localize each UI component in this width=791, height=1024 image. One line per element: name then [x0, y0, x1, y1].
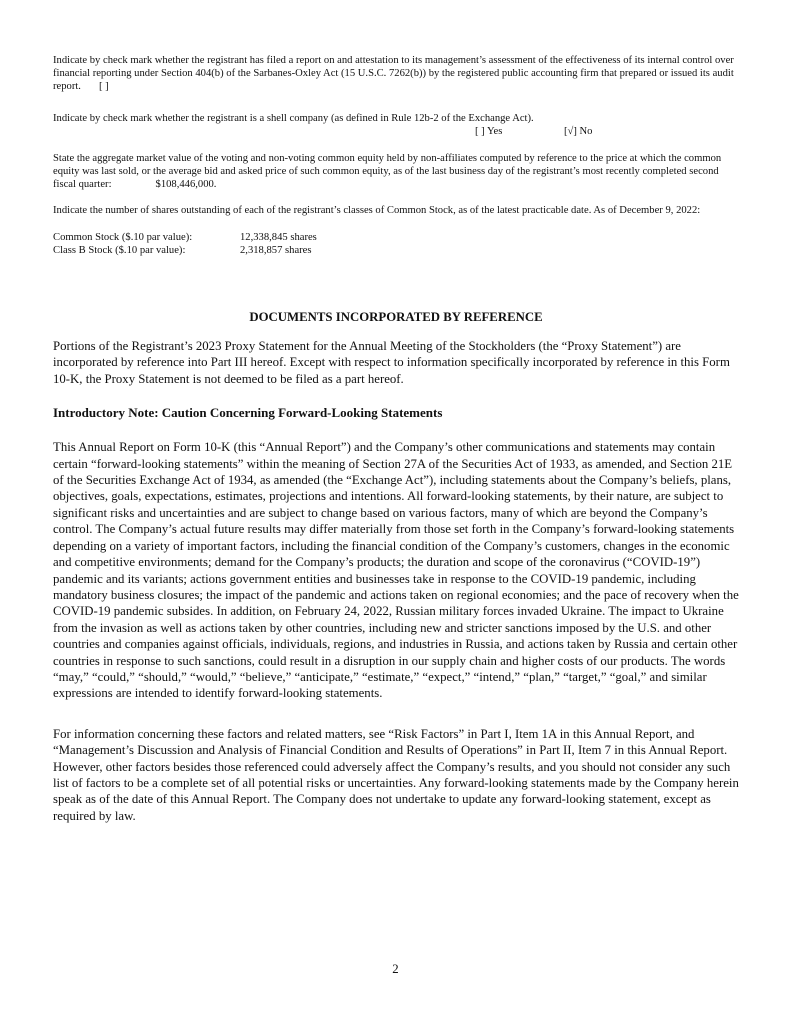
sec404-text: Indicate by check mark whether the registrant has filed a report on and attestation to its management’s assessment of the effectiveness of its internal control over financial reporting under Section 404(b) of the Sarbanes-Oxley Act (15 U.S.C. 7262(b)) by the registered public accounting firm that prepared or issued its audit report. [53, 55, 734, 93]
stock-shares-value: 12,338,845 shares [240, 231, 317, 243]
table-row [53, 231, 317, 244]
document-page [53, 54, 739, 824]
forward-looking-paragraph-2: For information concerning these factors and related matters, see “Risk Factors” in Part I, Item 1A in this Annual Report, and “Management’s Discussion and Analysis of Financial Condition and Results of Operations” in Part II, Item 7 in this Annual Report. However, other factors besides those referenced could adversely affect the Company’s results, and you should not consider any such list of factors to be a complete set of all potential risks or uncertainties. Any forward-looking statements made by the Company herein speak as of the date of this Annual Report. The Company does not undertake to update any forward-looking statement, except as required by law. [53, 726, 739, 823]
shares-table [53, 231, 317, 257]
page-number: 2 [392, 962, 399, 976]
shell-no-checkbox: [√] No [564, 125, 593, 137]
shell-company-text: Indicate by check mark whether the registrant is a shell company (as defined in Rule 12b-2 of the Exchange Act). [53, 112, 534, 124]
stock-class-label: Class B Stock ($.10 par value): [53, 244, 186, 256]
stock-shares-value: 2,318,857 shares [240, 244, 312, 256]
sec404-paragraph [53, 54, 739, 94]
documents-paragraph: Portions of the Registrant’s 2023 Proxy Statement for the Annual Meeting of the Stockholders (the “Proxy Statement”) are incorporated by reference into Part III hereof. Except with respect to information specifically incorporated by reference in this Form 10-K, the Proxy Statement is not deemed to be filed as a part hereof. [53, 339, 730, 386]
market-value-amount: $108,446,000. [155, 179, 217, 191]
documents-heading: DOCUMENTS INCORPORATED BY REFERENCE [249, 310, 543, 325]
market-value-text: State the aggregate market value of the voting and non-voting common equity held by non-affiliates computed by reference to the price at which the common equity was last sold, or the average bid and asked price of such common equity, as of the last business day of the registrant’s most recently completed second fiscal quarter: [53, 152, 722, 191]
shell-company-options [53, 125, 739, 139]
market-value-paragraph [53, 152, 739, 192]
forward-looking-paragraph-1: This Annual Report on Form 10-K (this “Annual Report”) and the Company’s other communications and statements may contain certain “forward-looking statements” within the meaning of Section 27A of the Securities Act of 1933, as amended, and Section 21E of the Securities Exchange Act of 1934, as amended (the “Exchange Act”), including statements about the Company’s beliefs, plans, objectives, goals, expectations, estimates, projections and intentions. All forward-looking statements, by their nature, are subject to significant risks and uncertainties and are subject to change based on various factors, many of which are beyond the Company’s control. The Company’s actual future results may differ materially from those set forth in the Company’s forward-looking statements depending on a variety of important factors, including the financial condition of the Company’s customers, changes in the economic and competitive environments; demand for the Company’s products; the duration and scope of the coronavirus (“COVID-19”) pandemic and its variants; actions government entities and businesses take in response to the COVID-19 pandemic, including mandatory business closures; the impact of the pandemic and actions taken on regional economies; and the pace of recovery when the COVID-19 pandemic subsides. In addition, on February 24, 2022, Russian military forces invaded Ukraine. The impact to Ukraine from the invasion as well as actions taken by other countries, including new and stricter sanctions imposed by the U.S. and other countries and companies against officials, individuals, regions, and industries in Russia, and actions taken by Russia and certain other countries in response to such sanctions, could result in a disruption in our supply chain and higher costs of our products. The words “may,” “could,” “should,” “would,” “believe,” “anticipate,” “estimate,” “expect,” “intend,” “plan,” “target,” “goal,” and similar expressions are intended to identify forward-looking statements. [53, 440, 739, 701]
shell-yes-checkbox: [ ] Yes [475, 125, 503, 137]
stock-class-label: Common Stock ($.10 par value): [53, 231, 193, 243]
intro-heading: Introductory Note: Caution Concerning Forward-Looking Statements [53, 405, 443, 421]
table-row [53, 244, 317, 257]
shares-outstanding-text: Indicate the number of shares outstanding of each of the registrant’s classes of Common Stock, as of the latest practicable date. As of December 9, 2022: [53, 205, 701, 217]
sec404-checkbox: [ ] [98, 81, 109, 93]
